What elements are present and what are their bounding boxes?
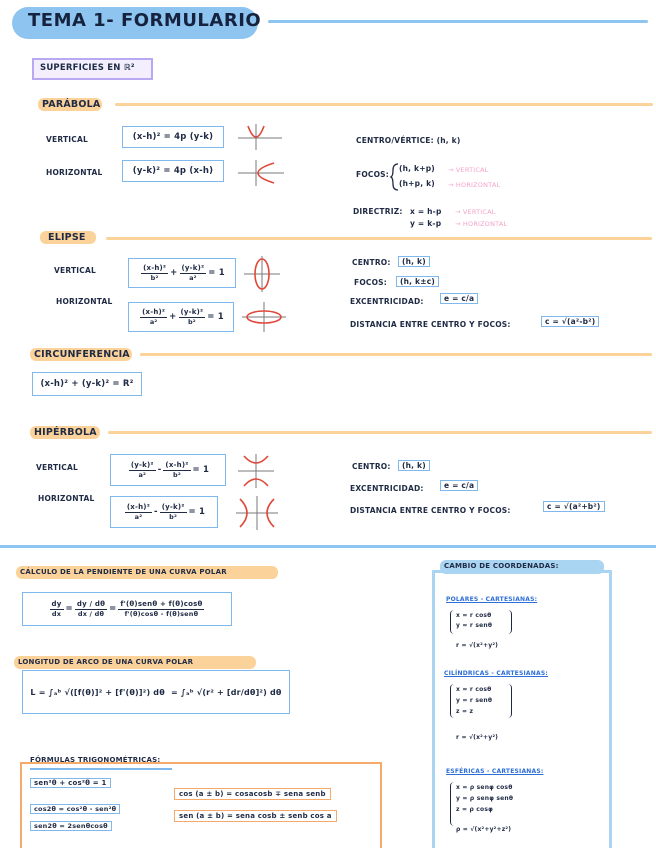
polares-x: x = r cosθ — [456, 612, 492, 619]
polares-y: y = r senθ — [456, 622, 493, 629]
circunferencia-heading: CIRCUNFERENCIA — [34, 349, 130, 360]
hiperbola-heading: HIPÉRBOLA — [34, 427, 97, 438]
note-horizontal: → HORIZONTAL — [448, 181, 501, 189]
pendiente-formula — [22, 592, 232, 626]
pendiente-lhs-num: dy — [51, 599, 62, 608]
hiperbola-v-num1: (y-k)² — [130, 460, 154, 469]
elipse-v-den1: b² — [150, 273, 159, 282]
hiperbola-h-num2: (y-k)² — [161, 502, 185, 511]
hiperbola-distancia-value: c = √(a²+b²) — [543, 501, 605, 512]
trig-heading: FÓRMULAS TRIGONOMÉTRICAS: — [30, 756, 161, 764]
arco-formula — [22, 670, 290, 714]
equals-sign: = — [65, 604, 73, 614]
parabola-vertical-label: VERTICAL — [46, 135, 88, 144]
elipse-rule — [106, 237, 652, 240]
parabola-focos-vertical: (h, k+p) — [399, 164, 435, 173]
hiperbola-horizontal-formula — [110, 496, 218, 528]
parabola-rule — [115, 103, 653, 106]
trig-formula-5: sen (a ± b) = sena cosb ± senb cos a — [174, 810, 337, 822]
parabola-directriz-horizontal: y = k-p — [410, 219, 442, 228]
arco-formula-right: = ∫ₐᵇ √(r² + [dr/dθ]²) dθ — [170, 687, 282, 697]
elipse-centro-value: (h, k) — [398, 256, 430, 267]
hiperbola-h-num1: (x-h)² — [126, 502, 150, 511]
esfericas-rho: ρ = √(x²+y²+z²) — [456, 826, 512, 833]
elipse-distancia-label: DISTANCIA ENTRE CENTRO Y FOCOS: — [350, 320, 511, 329]
parabola-vertical-formula: (x-h)² = 4p (y-k) — [122, 126, 224, 148]
equals-sign: = — [109, 604, 117, 614]
pendiente-heading: CÁLCULO DE LA PENDIENTE DE UNA CURVA POLAR — [20, 568, 227, 576]
hiperbola-vertical-label: VERTICAL — [36, 463, 78, 472]
equals-one: = 1 — [192, 465, 210, 475]
hiperbola-vertical-formula — [110, 454, 226, 486]
elipse-v-num2: (y-k)² — [181, 263, 205, 272]
parabola-centro: CENTRO/VÉRTICE: (h, k) — [356, 136, 461, 145]
hiperbola-v-num2: (x-h)² — [165, 460, 189, 469]
esfericas-title: ESFÉRICAS - CARTESIANAS: — [446, 768, 544, 775]
parabola-horizontal-graph-icon — [236, 158, 286, 188]
section-divider — [0, 545, 656, 548]
equals-one: = 1 — [208, 268, 225, 278]
elipse-vertical-graph-icon — [244, 256, 280, 292]
polares-r: r = √(x²+y²) — [456, 642, 499, 649]
parabola-horizontal-label: HORIZONTAL — [46, 168, 103, 177]
hiperbola-v-den2: b² — [173, 470, 181, 479]
note-vertical: → VERTICAL — [448, 166, 489, 174]
hiperbola-h-den1: a² — [134, 512, 143, 521]
cilindricas-z: z = z — [456, 708, 474, 715]
elipse-excentricidad-value: e = c/a — [440, 293, 478, 304]
elipse-h-den1: a² — [149, 317, 158, 326]
hiperbola-h-den2: b² — [169, 512, 178, 521]
elipse-h-num1: (x-h)² — [142, 307, 166, 316]
elipse-distancia-value: c = √(a²-b²) — [541, 316, 599, 327]
hiperbola-centro-label: CENTRO: — [352, 462, 391, 471]
trig-formula-3: sen2θ = 2senθcosθ — [30, 821, 112, 831]
hiperbola-v-den1: a² — [138, 470, 147, 479]
elipse-horizontal-formula — [128, 302, 234, 332]
elipse-focos-label: FOCOS: — [354, 278, 387, 287]
trig-formula-2: cos2θ = cos²θ - sen²θ — [30, 804, 120, 814]
parabola-directriz-vertical: x = h-p — [410, 207, 442, 216]
circunferencia-rule — [140, 353, 652, 356]
cilindricas-r: r = √(x²+y²) — [456, 734, 499, 741]
equals-one: = 1 — [188, 507, 206, 517]
hiperbola-horizontal-graph-icon — [236, 496, 278, 530]
cilindricas-x: x = r cosθ — [456, 686, 492, 693]
hiperbola-excentricidad-value: e = c/a — [440, 480, 478, 491]
parabola-heading: PARÁBOLA — [42, 99, 101, 110]
hiperbola-vertical-graph-icon — [238, 454, 274, 488]
cambio-heading: CAMBIO DE COORDENADAS: — [444, 562, 559, 570]
hiperbola-centro-value: (h, k) — [398, 460, 430, 471]
parabola-focos-label: FOCOS: — [356, 170, 389, 179]
elipse-focos-value: (h, k±c) — [396, 276, 439, 287]
cilindricas-title: CILÍNDRICAS - CARTESIANAS: — [444, 670, 548, 677]
elipse-vertical-label: VERTICAL — [54, 266, 96, 275]
parabola-vertical-graph-icon — [236, 122, 284, 152]
page-title: TEMA 1- FORMULARIO — [28, 10, 262, 31]
arco-heading: LONGITUD DE ARCO DE UNA CURVA POLAR — [18, 658, 194, 666]
circunferencia-formula: (x-h)² + (y-k)² = R² — [32, 372, 142, 396]
parabola-directriz-label: DIRECTRIZ: — [353, 207, 403, 216]
superficies-label: SUPERFICIES EN ℝ² — [40, 63, 135, 73]
title-underline — [268, 20, 648, 23]
brace-icon — [391, 163, 399, 191]
parabola-horizontal-formula: (y-k)² = 4p (x-h) — [122, 160, 224, 182]
note-directriz-horizontal: → HORIZONTAL — [455, 220, 508, 228]
esfericas-x: x = ρ senφ cosθ — [456, 784, 513, 791]
arco-formula-left: L = ∫ₐᵇ √([f(θ)]² + [f'(θ)]²) dθ — [30, 687, 165, 697]
pendiente-rhs-num: f'(θ)senθ + f(θ)cosθ — [120, 599, 203, 608]
parabola-focos-horizontal: (h+p, k) — [399, 179, 435, 188]
pendiente-mid-den: dx / dθ — [77, 609, 105, 618]
minus-sign: - — [157, 465, 162, 475]
hiperbola-excentricidad-label: EXCENTRICIDAD: — [350, 484, 424, 493]
note-directriz-vertical: → VERTICAL — [455, 208, 496, 216]
elipse-h-num2: (y-k)² — [180, 307, 204, 316]
elipse-centro-label: CENTRO: — [352, 258, 391, 267]
esfericas-z: z = ρ cosφ — [456, 806, 494, 813]
elipse-excentricidad-label: EXCENTRICIDAD: — [350, 297, 424, 306]
cilindricas-y: y = r senθ — [456, 697, 493, 704]
elipse-h-den2: b² — [187, 317, 196, 326]
trig-formula-1: sen²θ + cos²θ = 1 — [30, 778, 111, 788]
hiperbola-distancia-label: DISTANCIA ENTRE CENTRO Y FOCOS: — [350, 506, 511, 515]
pendiente-mid-num: dy / dθ — [76, 599, 106, 608]
polares-title: POLARES - CARTESIANAS: — [446, 596, 538, 603]
elipse-heading: ELIPSE — [48, 232, 86, 243]
pendiente-rhs-den: f'(θ)cosθ - f(θ)senθ — [124, 609, 199, 618]
minus-sign: - — [153, 507, 158, 517]
trig-formula-4: cos (a ± b) = cosacosb ∓ sena senb — [174, 788, 331, 800]
elipse-vertical-formula — [128, 258, 236, 288]
plus-sign: + — [170, 268, 178, 278]
elipse-horizontal-graph-icon — [242, 302, 286, 332]
hiperbola-rule — [108, 431, 652, 434]
elipse-horizontal-label: HORIZONTAL — [56, 297, 113, 306]
hiperbola-horizontal-label: HORIZONTAL — [38, 494, 95, 503]
esfericas-y: y = ρ senφ senθ — [456, 795, 514, 802]
plus-sign: + — [169, 312, 177, 322]
pendiente-lhs-den: dx — [51, 609, 62, 618]
elipse-v-den2: a² — [189, 273, 197, 282]
elipse-v-num1: (x-h)² — [143, 263, 167, 272]
equals-one: = 1 — [207, 312, 224, 322]
